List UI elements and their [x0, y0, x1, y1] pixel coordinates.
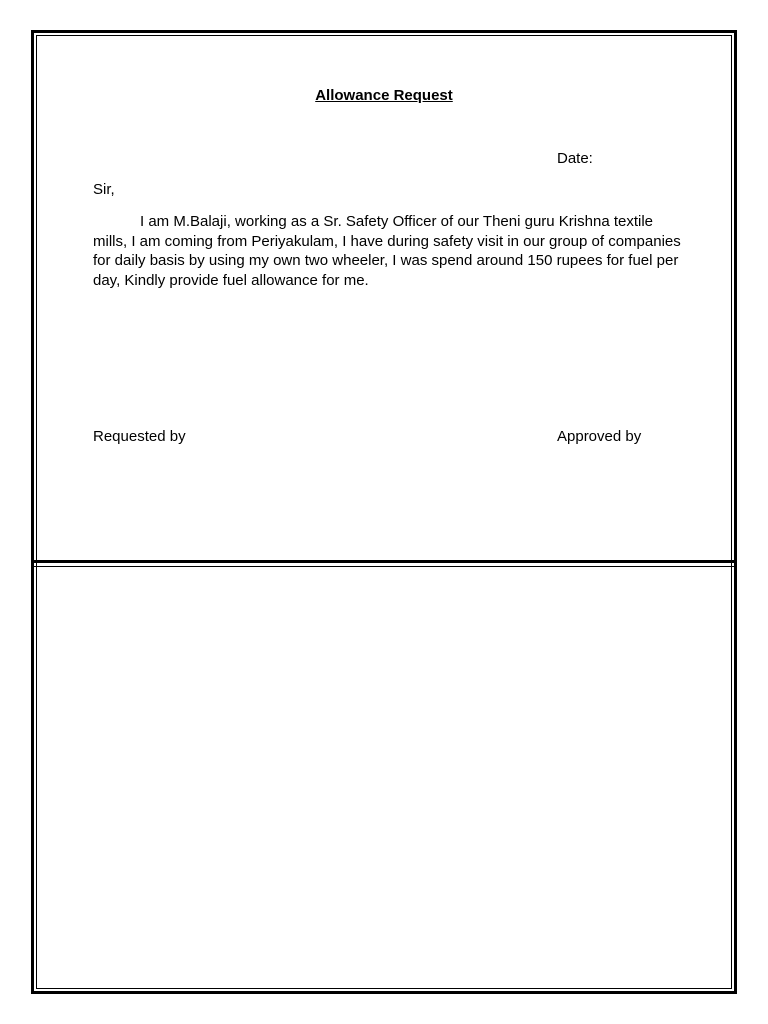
page-border — [31, 30, 737, 994]
section-divider — [34, 560, 734, 567]
date-label: Date: — [557, 150, 593, 167]
salutation: Sir, — [93, 181, 115, 198]
requested-by-label: Requested by — [93, 428, 186, 445]
document-title: Allowance Request — [315, 87, 453, 104]
approved-by-label: Approved by — [557, 428, 642, 445]
letter-body: I am M.Balaji, working as a Sr. Safety Officer of our Theni guru Krishna textile mills, I am coming from Periyakulam, I have during safety visit in our group of companies for daily basis by using my own two wheeler, I was spend around 150 rupees for fuel per day, Kindly provide fuel allowance for me. — [93, 213, 681, 289]
